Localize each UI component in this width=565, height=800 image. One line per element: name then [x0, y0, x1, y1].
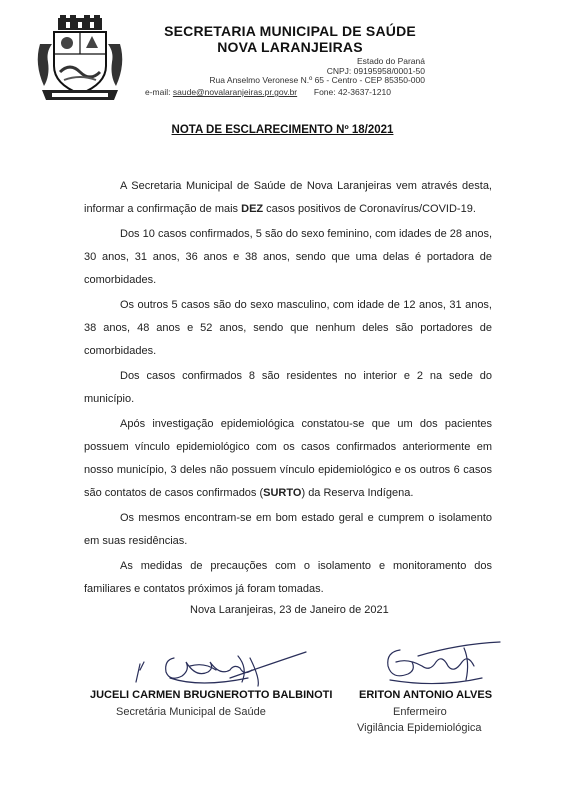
paragraph-5: Após investigação epidemiológica constatou-se que um dos pacientes possuem vínculo epidemiológico com os casos confirmados anteriormente em nosso município, 3 deles não possuem vínculo epidemiológico e os outros 6 casos são contatos de casos confirmados (SURTO) da Reserva Indígena. — [84, 418, 492, 499]
header-state: Estado do Paraná — [356, 56, 425, 66]
signature-left-handwritten — [130, 648, 310, 694]
signer-right-role: Enfermeiro — [393, 706, 447, 718]
header-address: Rua Anselmo Veronese N.º 65 - Centro - CEP 85350-000 — [209, 75, 425, 85]
header-phone: Fone: 42-3637-1210 — [313, 87, 391, 97]
header-title-secretaria: SECRETARIA MUNICIPAL DE SAÚDE — [164, 23, 416, 39]
note-title: NOTA DE ESCLARECIMENTO Nº 18/2021 — [171, 124, 394, 136]
paragraph-1: A Secretaria Municipal de Saúde de Nova Laranjeiras vem através desta, informar a confirmação de mais DEZ casos positivos de Coronavírus/COVID-19. — [84, 180, 492, 215]
email-link[interactable]: saude@novalaranjeiras.pr.gov.br — [172, 87, 298, 97]
signer-left-role: Secretária Municipal de Saúde — [116, 706, 266, 718]
header-contact — [145, 87, 391, 97]
emphasis-dez: DEZ — [241, 203, 264, 215]
emphasis-surto: SURTO — [263, 487, 302, 499]
signature-right-handwritten — [378, 640, 503, 690]
date-line: Nova Laranjeiras, 23 de Janeiro de 2021 — [190, 604, 389, 616]
note-body — [84, 175, 492, 603]
signer-left-name: JUCELI CARMEN BRUGNEROTTO BALBINOTI — [90, 689, 333, 701]
email-label: e-mail: — [145, 87, 171, 97]
paragraph-3: Os outros 5 casos são do sexo masculino, com idade de 12 anos, 31 anos, 38 anos, 48 anos e 52 anos, sendo que nenhum deles são portadores de comorbidades. — [84, 299, 492, 357]
paragraph-6: Os mesmos encontram-se em bom estado geral e cumprem o isolamento em suas residências. — [84, 512, 492, 547]
signer-right-name: ERITON ANTONIO ALVES — [359, 689, 493, 701]
header-title-municipio: NOVA LARANJEIRAS — [217, 39, 363, 55]
paragraph-2: Dos 10 casos confirmados, 5 são do sexo feminino, com idades de 28 anos, 30 anos, 31 anos, 36 anos e 38 anos, sendo que uma delas é portadora de comorbidades. — [84, 228, 492, 286]
paragraph-7: As medidas de precauções com o isolamento e monitoramento dos familiares e contatos próximos já foram tomadas. — [84, 560, 492, 595]
header-cnpj: CNPJ: 09195958/0001-50 — [326, 66, 425, 76]
paragraph-4: Dos casos confirmados 8 são residentes no interior e 2 na sede do município. — [84, 370, 492, 405]
signer-right-department: Vigilância Epidemiológica — [357, 722, 482, 734]
